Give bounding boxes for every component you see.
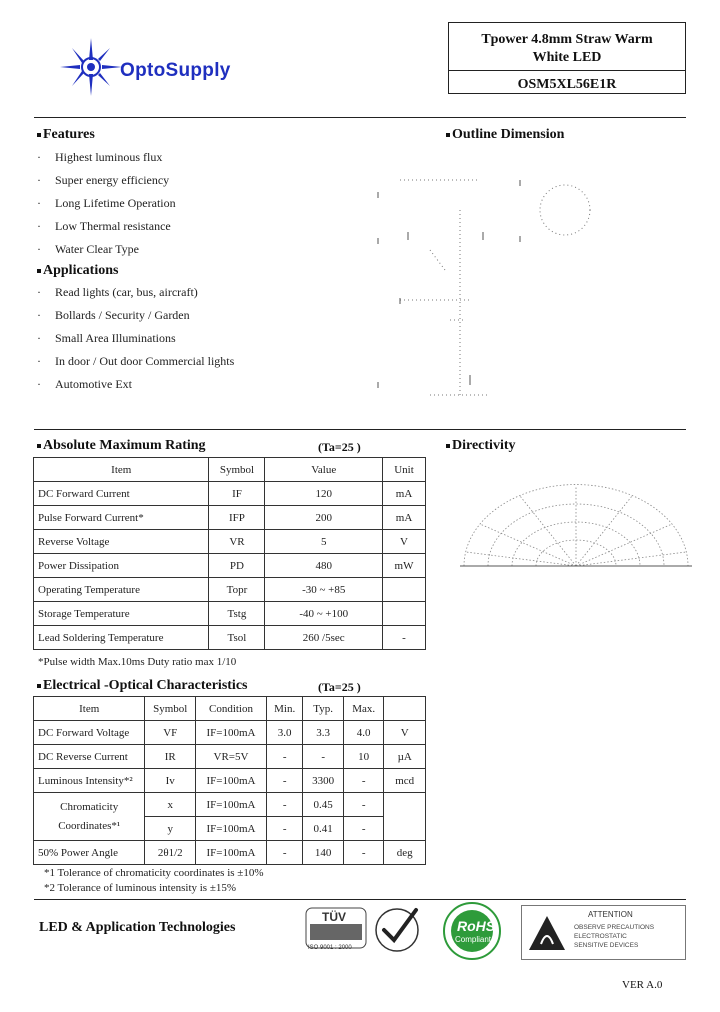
table-header: Min. bbox=[266, 697, 302, 721]
table-cell: - bbox=[303, 745, 344, 769]
table-header: Item bbox=[34, 458, 209, 482]
table-row bbox=[34, 554, 426, 578]
version-label: VER A.0 bbox=[622, 979, 663, 991]
table-header: Value bbox=[265, 458, 383, 482]
iso-text: ISO 9001 : 2000 bbox=[308, 945, 352, 951]
table-header: Typ. bbox=[303, 697, 344, 721]
table-cell: 480 bbox=[265, 554, 383, 578]
starburst-logo-icon bbox=[58, 36, 128, 98]
table-row bbox=[34, 482, 426, 506]
abs-max-condition: (Ta=25 ) bbox=[318, 440, 361, 454]
table-cell: 260 /5sec bbox=[265, 626, 383, 650]
table-cell: DC Forward Current bbox=[34, 482, 209, 506]
esd-attention-box bbox=[521, 905, 686, 960]
table-cell: VR=5V bbox=[196, 745, 267, 769]
table-cell: - bbox=[383, 626, 426, 650]
list-item: · Long Lifetime Operation bbox=[37, 196, 176, 210]
attention-line: SENSITIVE DEVICES bbox=[574, 942, 639, 949]
table-cell: DC Reverse Current bbox=[34, 745, 145, 769]
list-item: · Automotive Ext bbox=[37, 377, 132, 391]
product-title: Tpower 4.8mm Straw Warm White LED bbox=[481, 32, 653, 65]
table-row bbox=[34, 793, 426, 817]
table-cell bbox=[383, 602, 426, 626]
table-header: Item bbox=[34, 697, 145, 721]
table-cell: - bbox=[343, 841, 384, 865]
table-cell: V bbox=[383, 530, 426, 554]
rohs-logo bbox=[438, 901, 506, 961]
table-row bbox=[34, 745, 426, 769]
table-header: Symbol bbox=[209, 458, 265, 482]
chroma-label-line2: Coordinates*¹ bbox=[58, 819, 121, 832]
abs-max-note: *Pulse width Max.10ms Duty ratio max 1/10 bbox=[38, 656, 237, 668]
outline-heading: Outline Dimension bbox=[446, 127, 564, 143]
table-cell: 2θ1/2 bbox=[145, 841, 196, 865]
table-cell: Reverse Voltage bbox=[34, 530, 209, 554]
table-cell: mW bbox=[383, 554, 426, 578]
applications-list bbox=[37, 285, 234, 400]
table-cell: 200 bbox=[265, 506, 383, 530]
part-number: OSM5XL56E1R bbox=[517, 77, 617, 92]
outline-drawing bbox=[370, 170, 610, 400]
table-cell: Topr bbox=[209, 578, 265, 602]
company-logo bbox=[58, 36, 278, 98]
table-cell: 10 bbox=[343, 745, 384, 769]
brand-name: OptoSupply bbox=[120, 60, 231, 81]
table-cell: Tstg bbox=[209, 602, 265, 626]
table-cell: IF=100mA bbox=[196, 721, 267, 745]
table-header: Condition bbox=[196, 697, 267, 721]
list-item: · In door / Out door Commercial lights bbox=[37, 354, 235, 368]
table-cell: µA bbox=[384, 745, 426, 769]
table-header bbox=[384, 697, 426, 721]
table-cell: 4.0 bbox=[343, 721, 384, 745]
title-box bbox=[448, 22, 686, 94]
table-cell: Lead Soldering Temperature bbox=[34, 626, 209, 650]
features-list bbox=[37, 150, 176, 265]
mid-divider bbox=[34, 429, 686, 430]
table-cell: VF bbox=[145, 721, 196, 745]
footer-divider bbox=[34, 899, 686, 900]
directivity-heading: Directivity bbox=[446, 438, 516, 454]
table-cell: - bbox=[343, 817, 384, 841]
list-item: · Read lights (car, bus, aircraft) bbox=[37, 285, 198, 299]
table-cell: - bbox=[266, 841, 302, 865]
table-cell: IF=100mA bbox=[196, 841, 267, 865]
table-cell: x bbox=[145, 793, 196, 817]
list-item: · Water Clear Type bbox=[37, 242, 139, 256]
table-header-row bbox=[34, 697, 426, 721]
table-cell: 3300 bbox=[303, 769, 344, 793]
table-cell: 50% Power Angle bbox=[34, 841, 145, 865]
table-cell: - bbox=[266, 793, 302, 817]
table-cell: IR bbox=[145, 745, 196, 769]
table-row bbox=[34, 602, 426, 626]
table-cell: IF bbox=[209, 482, 265, 506]
table-header: Symbol bbox=[145, 697, 196, 721]
table-row bbox=[34, 769, 426, 793]
table-cell: VR bbox=[209, 530, 265, 554]
eo-condition: (Ta=25 ) bbox=[318, 680, 361, 694]
directivity-diagram bbox=[460, 482, 692, 572]
table-cell: - bbox=[266, 817, 302, 841]
table-cell: V bbox=[384, 721, 426, 745]
attention-line: OBSERVE PRECAUTIONS bbox=[574, 924, 655, 931]
table-cell: 120 bbox=[265, 482, 383, 506]
list-item: · Low Thermal resistance bbox=[37, 219, 171, 233]
table-cell: IFP bbox=[209, 506, 265, 530]
table-cell: Power Dissipation bbox=[34, 554, 209, 578]
eo-table bbox=[33, 696, 426, 865]
applications-heading: Applications bbox=[37, 263, 118, 279]
rohs-sub-text: Compliant bbox=[455, 935, 492, 944]
table-row bbox=[34, 841, 426, 865]
eo-note-2: *2 Tolerance of luminous intensity is ±15% bbox=[44, 882, 237, 894]
eo-note-1: *1 Tolerance of chromaticity coordinates is ±10% bbox=[44, 867, 264, 879]
table-cell: Iv bbox=[145, 769, 196, 793]
chroma-label-line1: Chromaticity bbox=[60, 800, 119, 813]
esd-warning-icon bbox=[527, 914, 567, 954]
table-row bbox=[34, 578, 426, 602]
footer-company: LED & Application Technologies bbox=[39, 920, 236, 935]
top-divider bbox=[34, 117, 686, 118]
table-cell: Storage Temperature bbox=[34, 602, 209, 626]
table-cell: -30 ~ +85 bbox=[265, 578, 383, 602]
eo-heading: Electrical -Optical Characteristics bbox=[37, 678, 247, 694]
rohs-text: RoHS bbox=[457, 918, 496, 934]
table-cell: 140 bbox=[303, 841, 344, 865]
table-header-row bbox=[34, 458, 426, 482]
features-heading: Features bbox=[37, 127, 95, 143]
table-cell: Tsol bbox=[209, 626, 265, 650]
tuv-logo bbox=[304, 906, 368, 956]
table-cell: Luminous Intensity*² bbox=[34, 769, 145, 793]
attention-title: ATTENTION bbox=[588, 910, 633, 919]
table-cell: mcd bbox=[384, 769, 426, 793]
table-row bbox=[34, 721, 426, 745]
table-cell bbox=[34, 793, 145, 841]
table-row bbox=[34, 626, 426, 650]
table-cell: - bbox=[266, 745, 302, 769]
table-cell: y bbox=[145, 817, 196, 841]
table-cell: 5 bbox=[265, 530, 383, 554]
table-cell: -40 ~ +100 bbox=[265, 602, 383, 626]
table-cell: IF=100mA bbox=[196, 769, 267, 793]
list-item: · Super energy efficiency bbox=[37, 173, 170, 187]
table-cell: mA bbox=[383, 506, 426, 530]
table-cell: 3.3 bbox=[303, 721, 344, 745]
table-header: Max. bbox=[343, 697, 384, 721]
table-cell: deg bbox=[384, 841, 426, 865]
abs-max-table bbox=[33, 457, 426, 650]
table-cell bbox=[384, 793, 426, 841]
table-cell: - bbox=[266, 769, 302, 793]
abs-max-heading: Absolute Maximum Rating bbox=[37, 438, 206, 454]
table-cell: - bbox=[343, 793, 384, 817]
certified-check-icon bbox=[372, 904, 422, 954]
table-cell: Pulse Forward Current* bbox=[34, 506, 209, 530]
table-cell: 0.41 bbox=[303, 817, 344, 841]
table-cell bbox=[383, 578, 426, 602]
list-item: · Highest luminous flux bbox=[37, 150, 163, 164]
table-cell: DC Forward Voltage bbox=[34, 721, 145, 745]
table-cell: PD bbox=[209, 554, 265, 578]
table-cell: - bbox=[343, 769, 384, 793]
attention-line: ELECTROSTATIC bbox=[574, 933, 627, 940]
table-cell: 0.45 bbox=[303, 793, 344, 817]
table-cell: Operating Temperature bbox=[34, 578, 209, 602]
tuv-text: TÜV bbox=[322, 910, 346, 924]
table-cell: IF=100mA bbox=[196, 817, 267, 841]
table-header: Unit bbox=[383, 458, 426, 482]
title-divider bbox=[449, 70, 685, 71]
table-cell: IF=100mA bbox=[196, 793, 267, 817]
list-item: · Small Area Illuminations bbox=[37, 331, 176, 345]
table-cell: 3.0 bbox=[266, 721, 302, 745]
table-row bbox=[34, 506, 426, 530]
table-cell: mA bbox=[383, 482, 426, 506]
table-row bbox=[34, 530, 426, 554]
list-item: · Bollards / Security / Garden bbox=[37, 308, 190, 322]
